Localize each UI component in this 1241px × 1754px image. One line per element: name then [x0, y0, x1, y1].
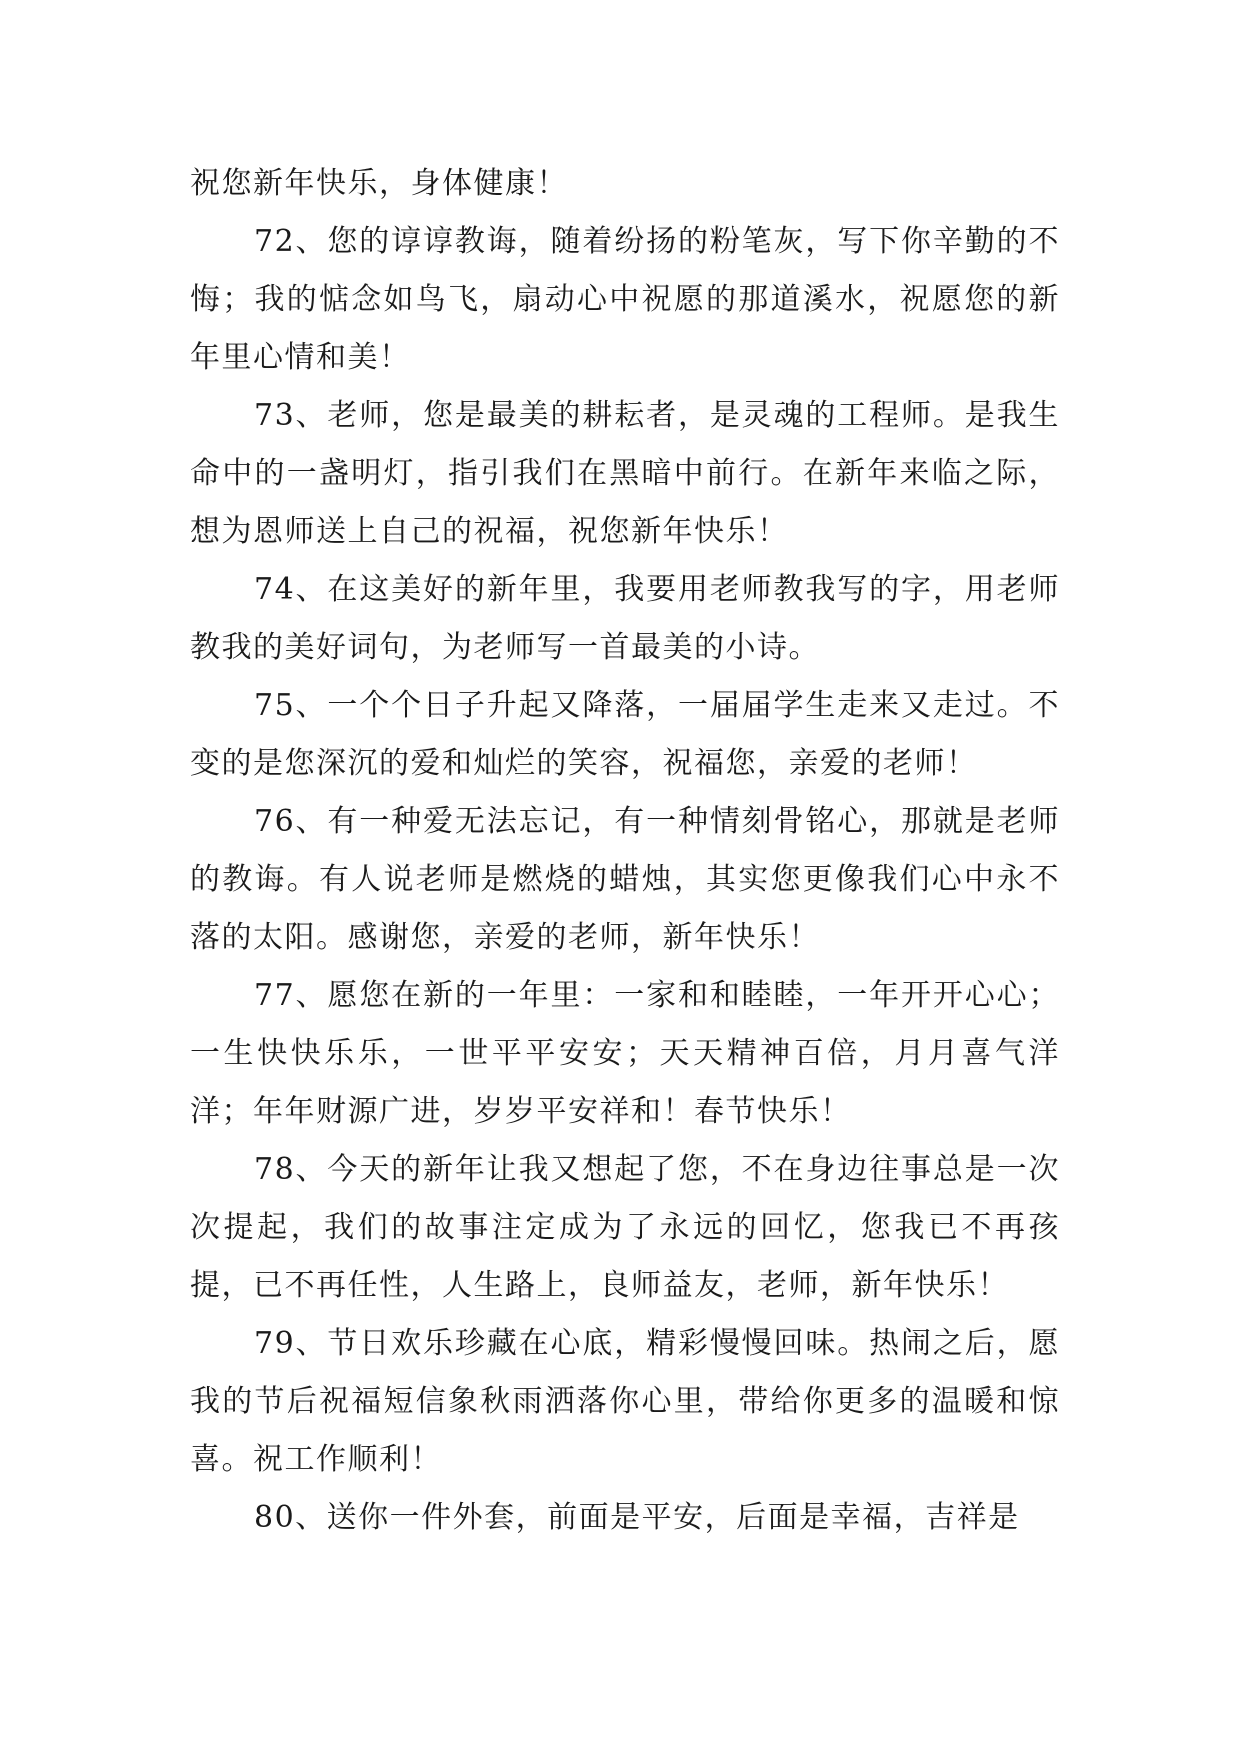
paragraph-80: 80、送你一件外套，前面是平安，后面是幸福，吉祥是 [254, 1500, 1020, 1535]
paragraph-77: 77、愿您在新的一年里：一家和和睦睦，一年开开心心；一生快快乐乐，一世平平安安；天天精神百倍，月月喜气洋洋；年年财源广进，岁岁平安祥和！春节快乐！ [190, 978, 1060, 1129]
document-page [190, 155, 1060, 1547]
paragraph-73: 73、老师，您是最美的耕耘者，是灵魂的工程师。是我生命中的一盏明灯，指引我们在黑暗中前行。在新年来临之际，想为恩师送上自己的祝福，祝您新年快乐！ [190, 398, 1060, 549]
paragraph-75: 75、一个个日子升起又降落，一届届学生走来又走过。不变的是您深沉的爱和灿烂的笑容，祝福您，亲爱的老师！ [190, 688, 1060, 781]
paragraph-74: 74、在这美好的新年里，我要用老师教我写的字，用老师教我的美好词句，为老师写一首最美的小诗。 [190, 572, 1060, 665]
paragraph-76: 76、有一种爱无法忘记，有一种情刻骨铭心，那就是老师的教诲。有人说老师是燃烧的蜡烛，其实您更像我们心中永不落的太阳。感谢您，亲爱的老师，新年快乐！ [190, 804, 1060, 955]
paragraph-continuation: 祝您新年快乐，身体健康！ [190, 166, 568, 201]
paragraph-78: 78、今天的新年让我又想起了您，不在身边往事总是一次次提起，我们的故事注定成为了永远的回忆，您我已不再孩提，已不再任性，人生路上，良师益友，老师，新年快乐！ [190, 1152, 1060, 1303]
paragraph-79: 79、节日欢乐珍藏在心底，精彩慢慢回味。热闹之后，愿我的节后祝福短信象秋雨洒落你心里，带给你更多的温暖和惊喜。祝工作顺利！ [190, 1326, 1060, 1477]
paragraph-72: 72、您的谆谆教诲，随着纷扬的粉笔灰，写下你辛勤的不悔；我的惦念如鸟飞，扇动心中祝愿的那道溪水，祝愿您的新年里心情和美！ [190, 224, 1060, 375]
